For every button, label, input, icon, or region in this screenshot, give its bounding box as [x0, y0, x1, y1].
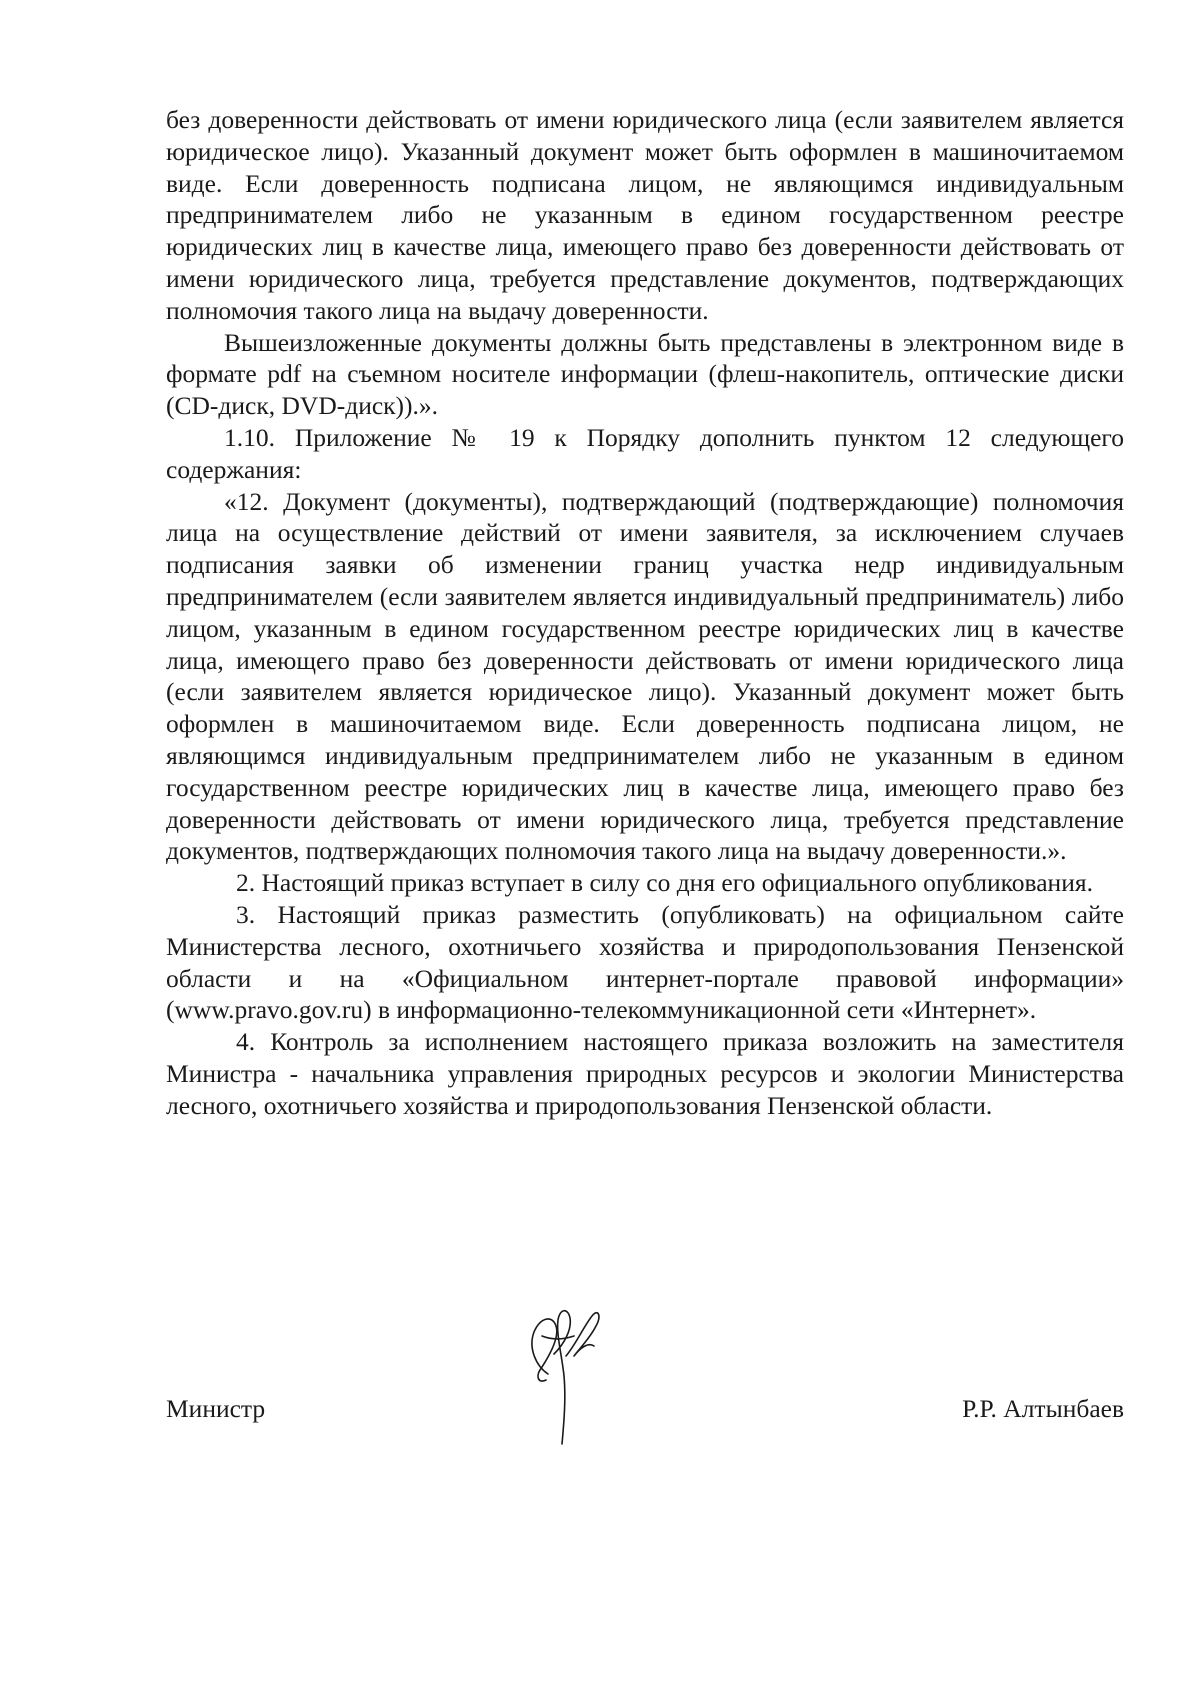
- signature-block: [166, 1380, 1124, 1440]
- paragraph-4: 4. Контроль за исполнением настоящего приказа возложить на заместителя Министра - начальника управления природных ресурсов и экологии Министерства лесного, охотничьего хозяйства и природопользования Пензенской области.: [166, 1027, 1124, 1120]
- paragraph-3: 3. Настоящий приказ разместить (опубликовать) на официальном сайте Министерства лесного, охотничьего хозяйства и природопользования Пензенской области и на «Официальном интернет-портале правовой информации» (www.pravo.gov.ru) в информационно-телекоммуникационной сети «Интернет».: [166, 899, 1124, 1025]
- paragraph-electronic-format: Вышеизложенные документы должны быть представлены в электронном виде в формате pdf на съемном носителе информации (флеш-накопитель, оптические диски (CD-диск, DVD-диск)).».: [166, 327, 1124, 421]
- signatory-position: Министр: [166, 1394, 266, 1423]
- paragraph-1-10: 1.10. Приложение № 19 к Порядку дополнить пунктом 12 следующего содержания:: [166, 422, 1124, 484]
- paragraph-continuation: без доверенности действовать от имени юридического лица (если заявителем является юридическое лицо). Указанный документ может быть оформлен в машиночитаемом виде. Если доверенность подписана лицом, не являющимся индивидуальным предпринимателем либо не указанным в едином государственном реестре юридических лиц в качестве лица, имеющего право без доверенности действовать от имени юридического лица, требуется представление документов, подтверждающих полномочия такого лица на выдачу доверенности.: [166, 105, 1124, 325]
- handwritten-signature-icon: [518, 1296, 608, 1446]
- document-body: [166, 104, 1124, 1122]
- paragraph-2: 2. Настоящий приказ вступает в силу со дня его официального опубликования.: [236, 868, 1093, 898]
- signatory-name: Р.Р. Алтынбаев: [962, 1394, 1124, 1423]
- paragraph-item-12: «12. Документ (документы), подтверждающий (подтверждающие) полномочия лица на осуществление действий от имени заявителя, за исключением случаев подписания заявки об изменении границ участка недр индивидуальным предпринимателем (если заявителем является индивидуальный предприниматель) либо лицом, указанным в едином государственном реестре юридических лиц в качестве лица, имеющего право без доверенности действовать от имени юридического лица (если заявителем является юридическое лицо). Указанный документ может быть оформлен в машиночитаемом виде. Если доверенность подписана лицом, не являющимся индивидуальным предпринимателем либо не указанным в едином государственном реестре юридических лиц в качестве лица, имеющего право без доверенности действовать от имени юридического лица, требуется представление документов, подтверждающих полномочия такого лица на выдачу доверенности.».: [166, 486, 1124, 866]
